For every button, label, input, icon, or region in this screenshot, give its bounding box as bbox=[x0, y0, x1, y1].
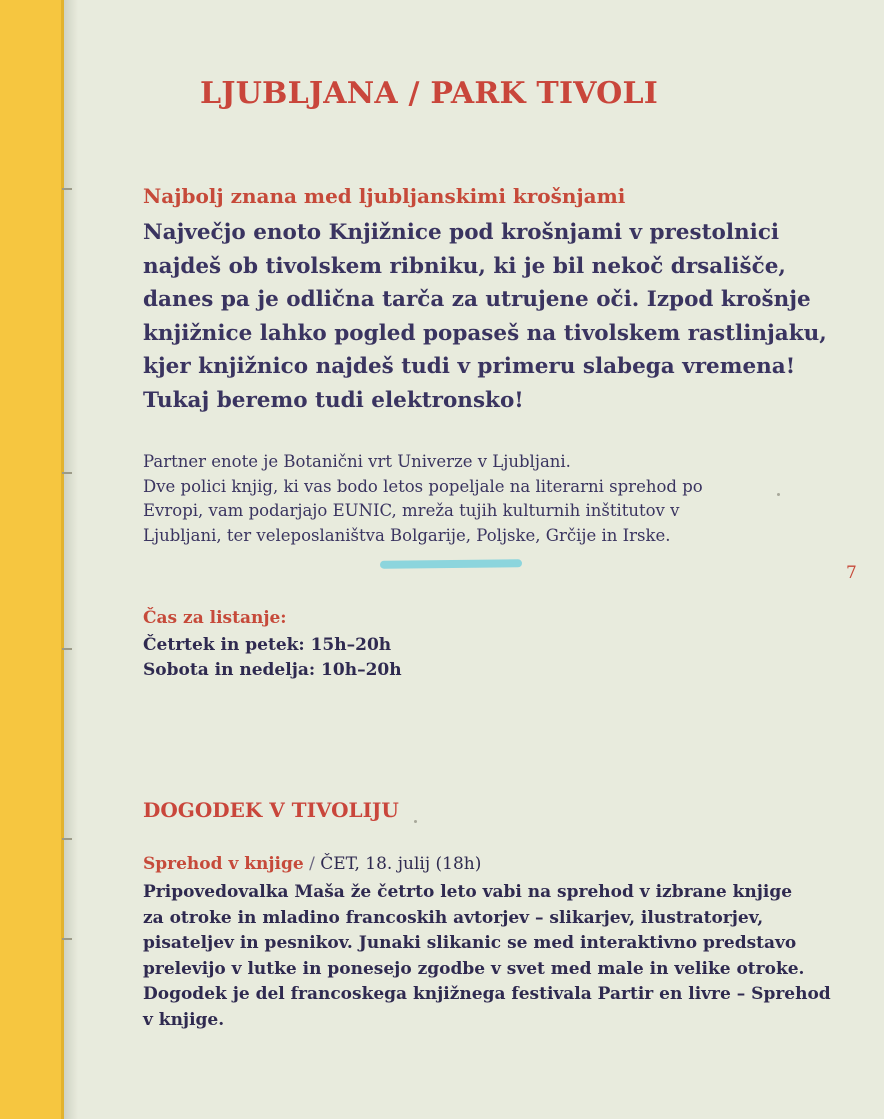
partner-line: Evropi, vam podarjajo EUNIC, mreža tujih kulturnih inštitutov v bbox=[143, 501, 680, 520]
binding-stitch bbox=[62, 648, 72, 650]
opening-hours-title: Čas za listanje: bbox=[143, 608, 287, 628]
page-title: LJUBLJANA / PARK TIVOLI bbox=[200, 76, 658, 111]
event-body-line: v knjige. bbox=[143, 1009, 225, 1030]
event-body-line: Pripovedovalka Maša že četrto leto vabi na sprehod v izbrane knjige bbox=[143, 882, 793, 902]
yellow-binding-band bbox=[0, 0, 64, 1119]
page-fold-shadow bbox=[64, 0, 78, 1119]
opening-hours-item: Sobota in nedelja: 10h–20h bbox=[143, 660, 402, 680]
event-body-line: pisateljev in pesnikov. Junaki slikanic se med interaktivno predstavo bbox=[143, 933, 797, 954]
lead-line: Tukaj beremo tudi elektronsko! bbox=[143, 387, 524, 413]
event-title-line bbox=[143, 854, 481, 874]
event-date: ČET, 18. julij (18h) bbox=[320, 854, 482, 874]
lead-line: kjer knjižnico najdeš tudi v primeru slabega vremena! bbox=[143, 354, 796, 379]
opening-hours-list bbox=[143, 633, 402, 683]
paper-speck bbox=[777, 493, 780, 496]
lead-line: knjižnice lahko pogled popaseš na tivolskem rastlinjaku, bbox=[143, 320, 827, 346]
event-separator: / bbox=[303, 854, 321, 874]
event-description bbox=[143, 880, 831, 1034]
partner-paragraph bbox=[143, 450, 833, 548]
intro-subheading: Najbolj znana med ljubljanskimi krošnjami bbox=[143, 184, 626, 208]
event-body-line: za otroke in mladino francoskih avtorjev – slikarjev, ilustratorjev, bbox=[143, 907, 764, 928]
binding-stitch bbox=[62, 838, 72, 840]
partner-line: Partner enote je Botanični vrt Univerze v Ljubljani. bbox=[143, 452, 571, 471]
event-body-line: Dogodek je del francoskega knjižnega festivala Partir en livre – Sprehod bbox=[143, 984, 831, 1005]
lead-line: najdeš ob tivolskem ribniku, ki je bil nekoč drsališče, bbox=[143, 253, 786, 279]
event-section-heading: DOGODEK V TIVOLIJU bbox=[143, 798, 399, 822]
binding-stitch bbox=[62, 472, 72, 474]
highlighter-mark bbox=[380, 559, 522, 568]
paper-speck bbox=[414, 820, 417, 823]
partner-line: Dve polici knjig, ki vas bodo letos popeljale na literarni sprehod po bbox=[143, 476, 703, 496]
lead-line: danes pa je odlična tarča za utrujene oči. Izpod krošnje bbox=[143, 287, 811, 312]
partner-line: Ljubljani, ter veleposlaništva Bolgarije, Poljske, Grčije in Irske. bbox=[143, 525, 671, 545]
event-body-line: prelevijo v lutke in ponesejo zgodbe v svet med male in velike otroke. bbox=[143, 958, 805, 979]
binding-stitch bbox=[62, 188, 72, 190]
page-number: 7 bbox=[846, 563, 857, 583]
event-title: Sprehod v knjige bbox=[143, 854, 304, 874]
lead-line: Največjo enoto Knjižnice pod krošnjami v prestolnici bbox=[143, 220, 780, 245]
opening-hours-item: Četrtek in petek: 15h–20h bbox=[143, 635, 392, 655]
binding-stitch bbox=[62, 938, 72, 940]
intro-lead-paragraph bbox=[143, 216, 827, 417]
